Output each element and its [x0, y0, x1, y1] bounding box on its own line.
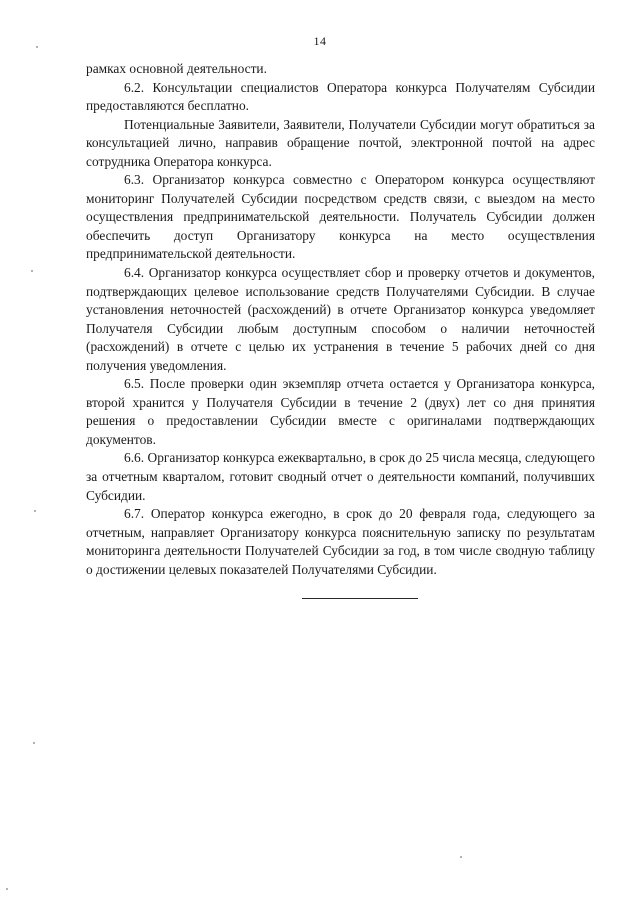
paragraph-6-3: 6.3. Организатор конкурса совместно с Оператором конкурса осуществляют мониторинг Получателей Субсидии посредством средств связи, с выездом на место осуществления предпринимательской деятельности. Получатель Субсидии должен обеспечить доступ Организатору конкурса на место осуществления предпринимательской деятельности. — [86, 172, 595, 262]
paragraph-6-2-consultation: Потенциальные Заявители, Заявители, Получатели Субсидии могут обратиться за консультацией лично, направив обращение почтой, электронной почтой на адрес сотрудника Оператора конкурса. — [86, 116, 595, 169]
paragraph-6-2: 6.2. Консультации специалистов Оператора конкурса Получателям Субсидии предоставляются бесплатно. — [86, 79, 595, 114]
page-number: 14 — [313, 34, 327, 48]
scan-speck — [6, 888, 8, 890]
scan-speck — [34, 510, 36, 512]
paragraph-continuation: рамках основной деятельности. — [86, 61, 267, 76]
paragraph-6-4: 6.4. Организатор конкурса осуществляет сбор и проверку отчетов и документов, подтверждающих целевое использование средств Получателями Субсидии. В случае установления неточностей (расхождений) в отчете Организатор конкурса уведомляет Получателя Субсидии любым доступным способом о наличии неточностей (расхождений) в отчете с целью их устранения в течение 5 рабочих дней со дня получения уведомления. — [86, 265, 595, 373]
scan-speck — [36, 46, 38, 48]
paragraph-6-5: 6.5. После проверки один экземпляр отчета остается у Организатора конкурса, второй хранится у Получателя Субсидии в течение 2 (двух) лет со дня принятия решения о предоставлении Субсидии вместе с оригиналами подтверждающих документов. — [86, 376, 595, 447]
paragraph-6-7: 6.7. Оператор конкурса ежегодно, в срок до 20 февраля года, следующего за отчетным, направляет Организатору конкурса пояснительную записку по результатам мониторинга деятельности Получателей Субсидии за год, в том числе сводную таблицу о достижении целевых показателей Получателями Субсидии. — [86, 506, 595, 577]
end-of-text-rule — [302, 598, 418, 599]
paragraph-6-6: 6.6. Организатор конкурса ежеквартально, в срок до 25 числа месяца, следующего за отчетным кварталом, готовит сводный отчет о деятельности компаний, получивших Субсидии. — [86, 450, 595, 503]
scan-speck — [31, 270, 33, 272]
document-body — [86, 60, 595, 579]
scan-speck — [460, 856, 462, 858]
scan-speck — [33, 742, 35, 744]
